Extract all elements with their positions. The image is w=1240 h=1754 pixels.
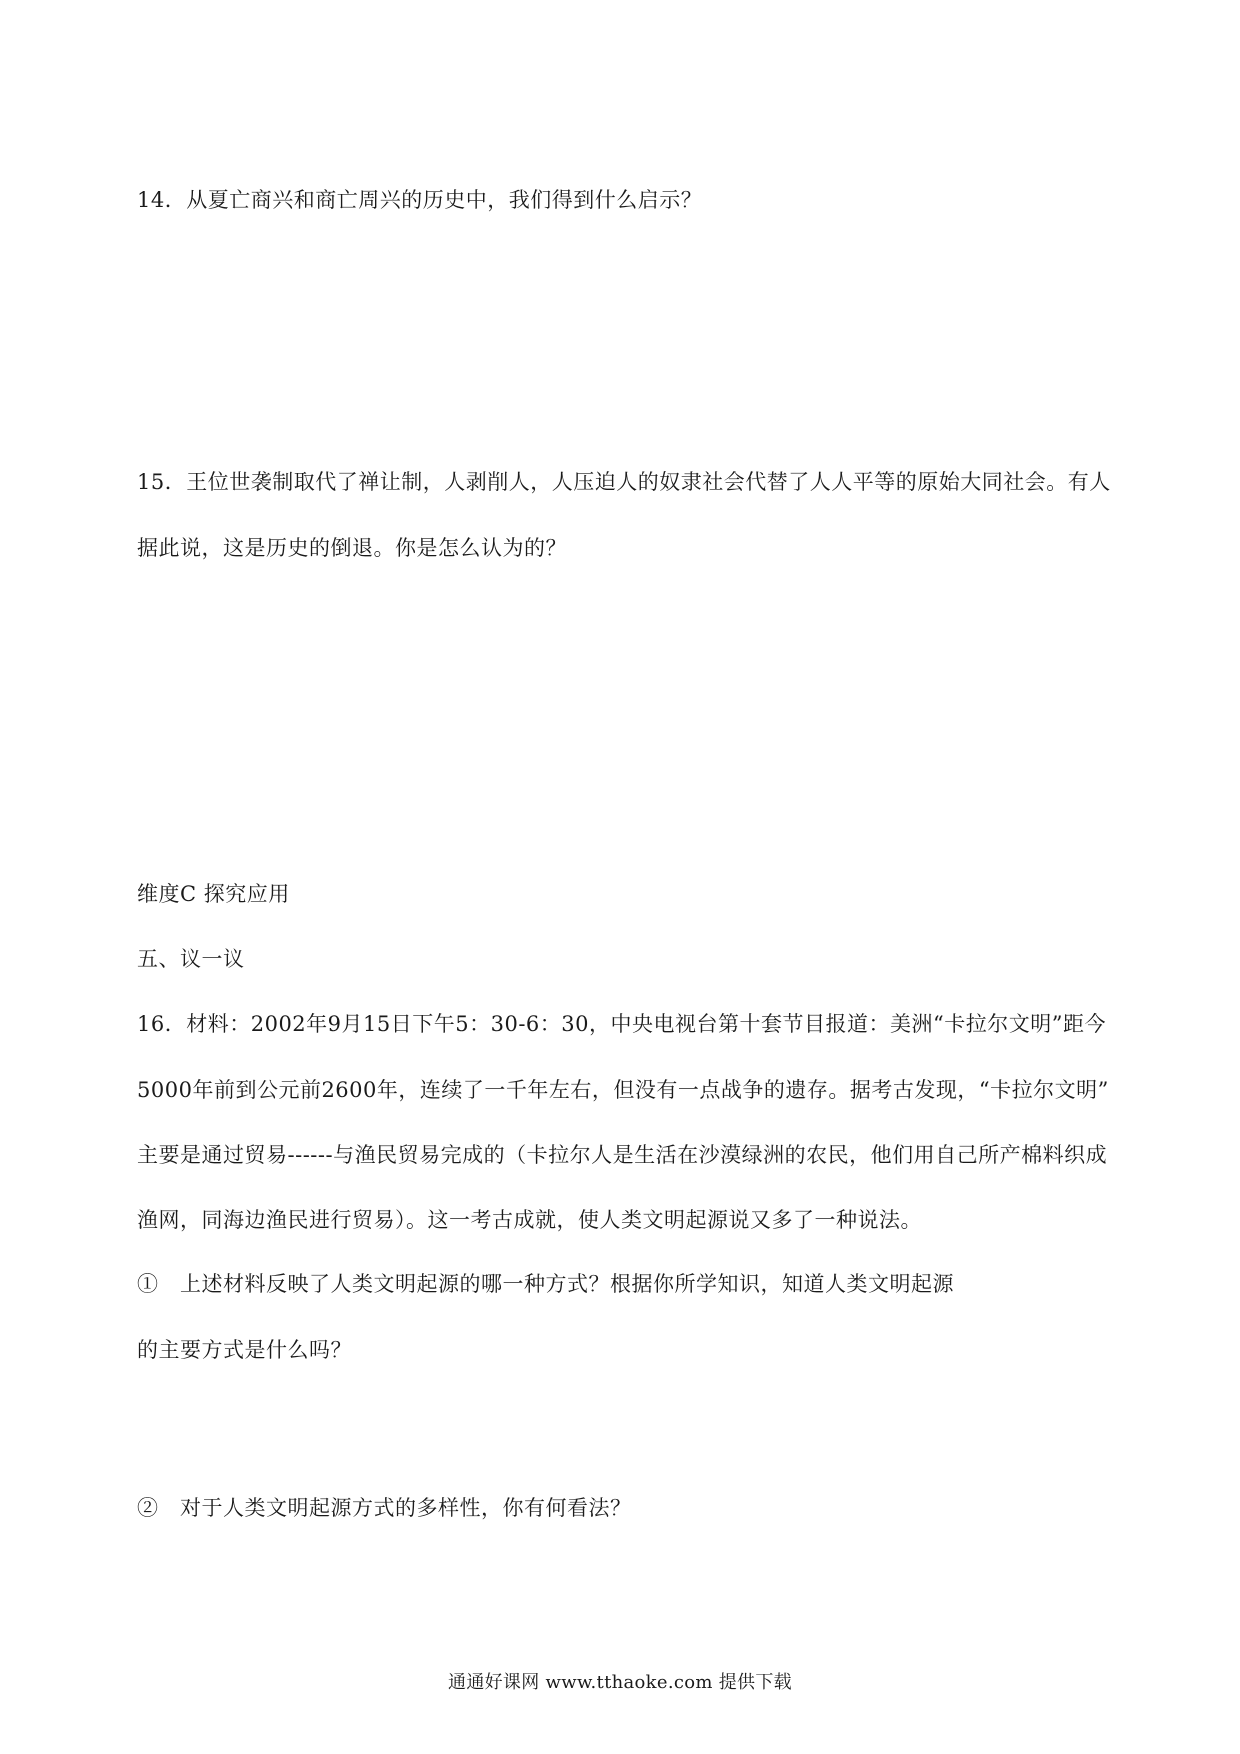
dimension-heading: 维度C 探究应用: [137, 882, 290, 906]
question-16-line-3: 主要是通过贸易------与渔民贸易完成的（卡拉尔人是生活在沙漠绿洲的农民，他们用自己所产棉料织成: [137, 1143, 1108, 1167]
question-16-sub-1-line-1: ① 上述材料反映了人类文明起源的哪一种方式？根据你所学知识，知道人类文明起源: [137, 1272, 954, 1296]
question-16-sub-2: ② 对于人类文明起源方式的多样性，你有何看法？: [137, 1496, 632, 1520]
question-16-sub-1-line-2: 的主要方式是什么吗？: [137, 1338, 352, 1362]
section-heading: 五、议一议: [137, 947, 245, 971]
question-16-line-2: 5000年前到公元前2600年，连续了一千年左右，但没有一点战争的遗存。据考古发现，“卡拉尔文明”: [137, 1078, 1109, 1102]
question-16-line-1: 16．材料：2002年9月15日下午5：30-6：30，中央电视台第十套节目报道：美洲“卡拉尔文明”距今: [137, 1012, 1106, 1036]
question-14: 14．从夏亡商兴和商亡周兴的历史中，我们得到什么启示？: [137, 188, 703, 212]
page-footer: 通通好课网 www.tthaoke.com 提供下载: [448, 1672, 792, 1693]
question-15-line-2: 据此说，这是历史的倒退。你是怎么认为的？: [137, 536, 567, 560]
question-16-line-4: 渔网，同海边渔民进行贸易）。这一考古成就，使人类文明起源说又多了一种说法。: [137, 1208, 922, 1232]
question-15-line-1: 15．王位世袭制取代了禅让制，人剥削人，人压迫人的奴隶社会代替了人人平等的原始大同社会。有人: [137, 470, 1111, 494]
